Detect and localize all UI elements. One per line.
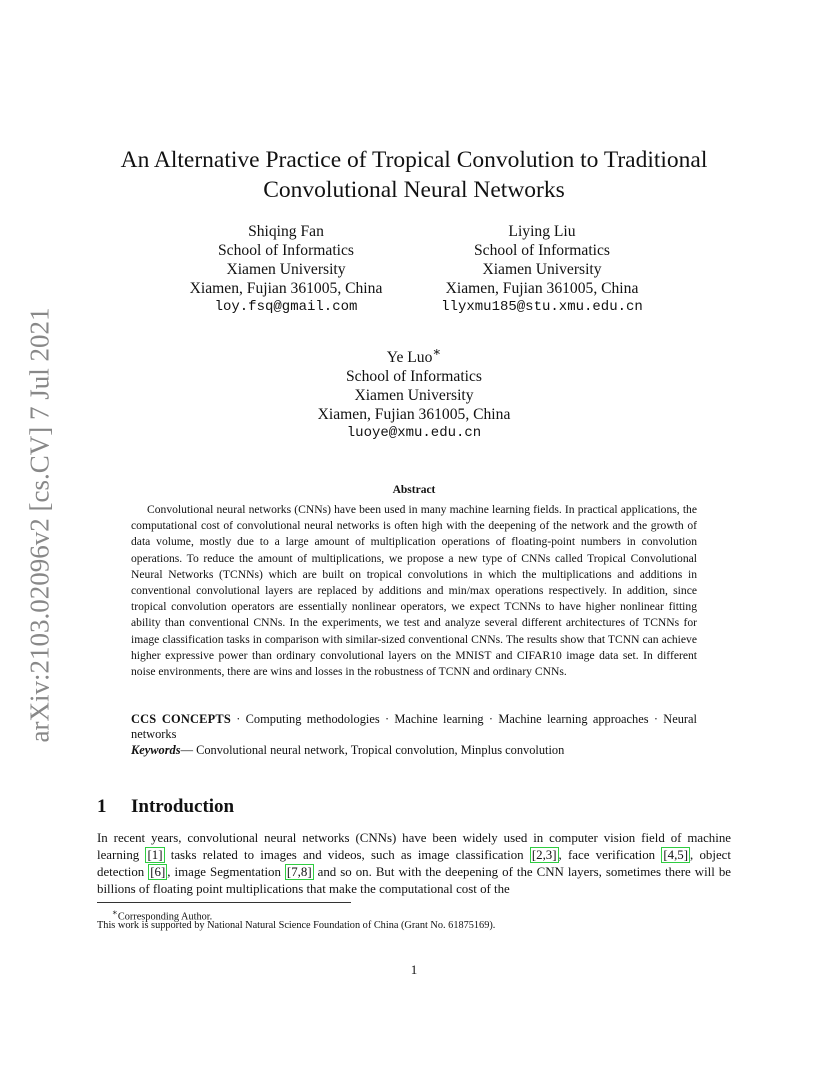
intro-text: , object detection: [97, 848, 731, 879]
citation-link[interactable]: [2,3]: [531, 848, 557, 862]
keywords-text: — Convolutional neural network, Tropical convolution, Minplus convolution: [180, 743, 565, 757]
author-block-3: [290, 342, 538, 443]
keywords: [131, 743, 697, 758]
corresponding-mark: ∗: [432, 344, 442, 359]
author-name: Ye Luo: [386, 349, 433, 367]
author-school: School of Informatics: [474, 242, 610, 259]
intro-text: and so on. But with the deepening of the CNN layers, sometimes there will be billions of floating point multiplications that make the computational cost of the: [97, 865, 731, 896]
footnote-text: Corresponding Author.: [117, 911, 213, 923]
author-school: School of Informatics: [346, 368, 482, 386]
citation-link[interactable]: [4,5]: [663, 848, 689, 862]
author-email: llyxmu185@stu.xmu.edu.cn: [441, 299, 643, 315]
arxiv-identifier: [18, 300, 62, 750]
author-address: Xiamen, Fujian 361005, China: [317, 406, 511, 424]
ccs-label: CCS CONCEPTS: [131, 712, 231, 726]
author-school: School of Informatics: [218, 242, 354, 259]
citation-link[interactable]: [6]: [150, 865, 166, 879]
arxiv-id-text: arXiv:2103.02096v2 [cs.CV] 7 Jul 2021: [24, 307, 55, 743]
section-title: Introduction: [131, 796, 235, 817]
page-number: 1: [410, 962, 418, 977]
ccs-text: · Computing methodologies · Machine learning · Machine learning approaches · Neural networks: [131, 712, 697, 741]
author-address: Xiamen, Fujian 361005, China: [445, 280, 639, 297]
footnote-mark: ∗: [112, 907, 118, 917]
introduction-paragraph: [97, 830, 731, 898]
keywords-label: Keywords: [131, 743, 181, 757]
author-email: loy.fsq@gmail.com: [214, 299, 358, 315]
author-block-2: [428, 222, 656, 317]
abstract-text: Convolutional neural networks (CNNs) have been used in many machine learning fields. In practical applications, the computational cost of convolutional neural networks is often high with the deepening of the network and the growth of data volume, mostly due to a large amount of multiplication operations of floating-point numbers in convolution operations. To reduce the amount of multiplications, we propose a new type of CNNs called Tropical Convolutional Neural Networks (TCNNs) which are built on tropical convolutions in which the multiplications and additions in conventional convolutional layers are replaced by additions and min/max operations respectively. In addition, since tropical convolution operators are essentially nonlinear operators, we expect TCNNs to have higher nonlinear fitting ability than conventional CNNs. In the experiments, we test and analyze several different architectures of TCNNs for image classification tasks in comparison with similar-sized conventional CNNs. The results show that TCNN can achieve higher expressive power than ordinary convolutional layers on the MNIST and CIFAR10 image data set. In different noise environments, there are wins and losses in the robustness of TCNN and ordinary CNNs.: [131, 503, 697, 679]
title-line-1: An Alternative Practice of Tropical Convolution to Traditional: [120, 147, 708, 173]
ccs-concepts: [131, 712, 697, 742]
footnote-rule: [97, 902, 351, 903]
section-number: 1: [97, 796, 107, 817]
abstract-heading: Abstract: [392, 484, 436, 496]
author-name-row: [290, 342, 538, 367]
author-email: luoye@xmu.edu.cn: [346, 425, 482, 442]
intro-text: , face verification: [558, 848, 662, 862]
author-name: Shiqing Fan: [248, 223, 324, 240]
title-line-2: Convolutional Neural Networks: [263, 177, 565, 203]
section-heading: [97, 796, 234, 818]
paper-title: [100, 145, 728, 205]
citation-link[interactable]: [1]: [147, 848, 163, 862]
author-university: Xiamen University: [482, 261, 602, 278]
author-university: Xiamen University: [354, 387, 474, 405]
intro-text: In recent years, convolutional neural networks (CNNs) have been widely used in computer vision field of machine learning: [97, 831, 731, 862]
author-university: Xiamen University: [226, 261, 346, 278]
author-block-1: [170, 222, 402, 317]
intro-text: tasks related to images and videos, such as image classification: [164, 848, 530, 862]
footnote-funding: This work is supported by National Natural Science Foundation of China (Grant No. 61875169).: [97, 920, 496, 931]
citation-link[interactable]: [7,8]: [286, 865, 312, 879]
author-name: Liying Liu: [508, 223, 576, 240]
intro-text: , image Segmentation: [167, 865, 285, 879]
author-address: Xiamen, Fujian 361005, China: [189, 280, 383, 297]
